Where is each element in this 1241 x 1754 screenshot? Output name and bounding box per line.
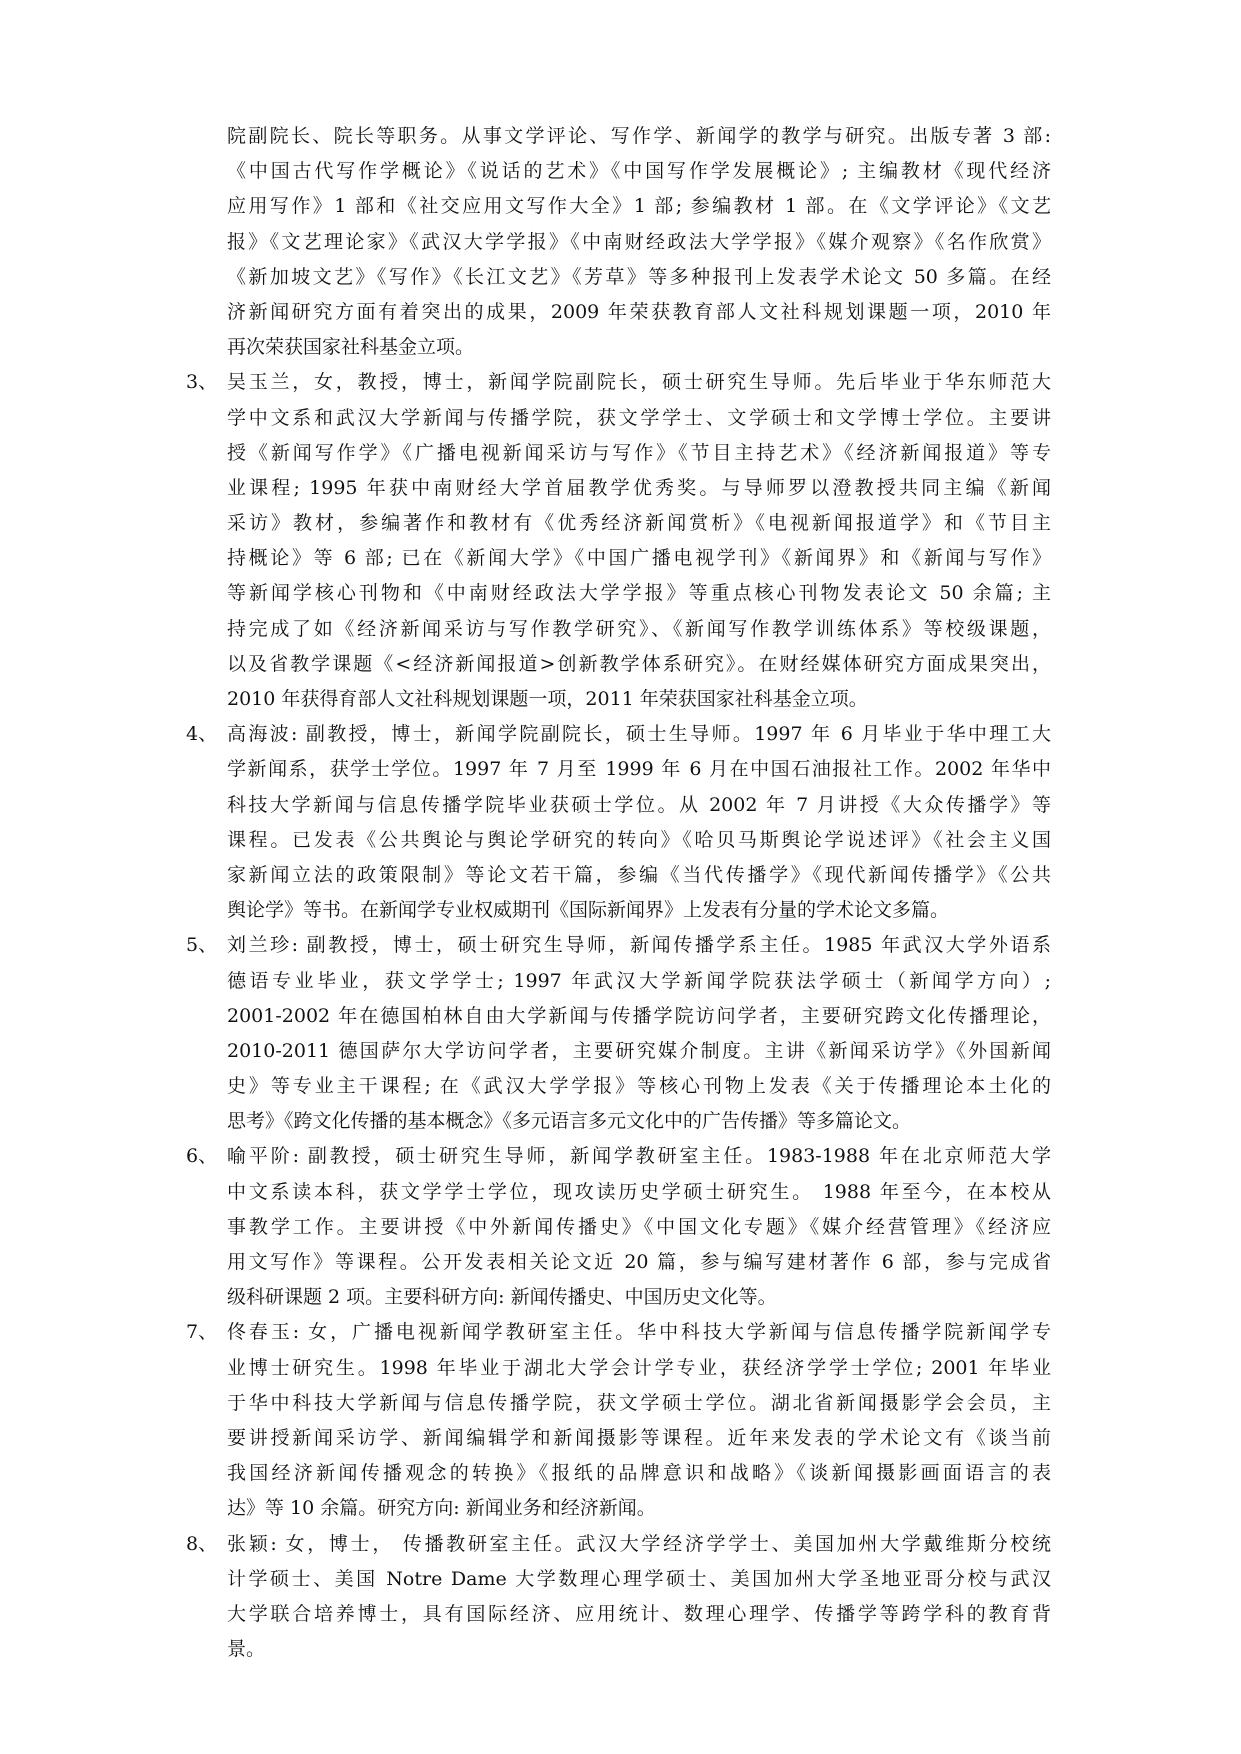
list-item — [186, 717, 1051, 928]
text-line: 应用写作》1 部和《社交应用文写作大全》1 部; 参编教材 1 部。在《文学评论》《文艺 — [227, 195, 1051, 218]
text-line: 院副院长、院长等职务。从事文学评论、写作学、新闻学的教学与研究。出版专著 3 部: — [227, 125, 1051, 147]
document-body — [186, 119, 1051, 1667]
text-line: 持完成了如《经济新闻采访与写作教学研究》、《新闻写作教学训练体系》等校级课题， — [227, 617, 1051, 640]
text-line: 事教学工作。主要讲授《中外新闻传播史》《中国文化专题》《媒介经营管理》《经济应 — [227, 1215, 1051, 1238]
text-line: 高海波: 副教授，博士，新闻学院副院长，硕士生导师。1997 年 6 月毕业于华中理工大 — [227, 723, 1051, 746]
text-line: 授《新闻写作学》《广播电视新闻采访与写作》《节目主持艺术》《经济新闻报道》等专 — [227, 441, 1051, 464]
text-line: 德语专业毕业，获文学学士; 1997 年武汉大学新闻学院获法学硕士（新闻学方向）; — [227, 969, 1051, 992]
text-line: 科技大学新闻与信息传播学院毕业获硕士学位。从 2002 年 7 月讲授《大众传播学》等 — [227, 793, 1051, 816]
list-item — [186, 1527, 1051, 1668]
list-item — [186, 365, 1051, 717]
text-line: 刘兰珍: 副教授，博士，硕士研究生导师，新闻传播学系主任。1985 年武汉大学外语系 — [227, 934, 1051, 957]
text-line: 业博士研究生。1998 年毕业于湖北大学会计学专业，获经济学学士学位; 2001 年毕业 — [227, 1356, 1051, 1379]
text-line: 2010 年获得育部人文社科规划课题一项，2011 年荣获国家社科基金立项。 — [227, 688, 868, 710]
text-line: 思考》《跨文化传播的基本概念》《多元语言多元文化中的广告传播》等多篇论文。 — [227, 1110, 912, 1133]
text-line: 要讲授新闻采访学、新闻编辑学和新闻摄影等课程。近年来发表的学术论文有《谈当前 — [227, 1426, 1051, 1449]
text-line: 学新闻系，获学士学位。1997 年 7 月至 1999 年 6 月在中国石油报社工作。2002 年华中 — [227, 758, 1051, 781]
text-line: 学中文系和武汉大学新闻与传播学院，获文学学士、文学硕士和文学博士学位。主要讲 — [227, 406, 1051, 429]
text-line: 报》《文艺理论家》《武汉大学学报》《中南财经政法大学学报》《媒介观察》《名作欣赏》 — [227, 230, 1051, 253]
list-item — [186, 1315, 1051, 1526]
text-line: 我国经济新闻传播观念的转换》《报纸的品牌意识和战略》《谈新闻摄影画面语言的表 — [227, 1462, 1051, 1485]
list-item — [186, 119, 1051, 365]
list-number: 8、 — [186, 1532, 218, 1555]
text-line: 等新闻学核心刊物和《中南财经政法大学学报》等重点核心刊物发表论文 50 余篇; 主 — [227, 582, 1051, 605]
text-line: 吴玉兰，女，教授，博士，新闻学院副院长，硕士研究生导师。先后毕业于华东师范大 — [227, 371, 1051, 394]
list-item — [186, 928, 1051, 1139]
list-number: 5、 — [186, 934, 218, 957]
text-line: 史》等专业主干课程; 在《武汉大学学报》等核心刊物上发表《关于传播理论本土化的 — [227, 1075, 1051, 1098]
text-line: 2001-2002 年在德国柏林自由大学新闻与传播学院访问学者，主要研究跨文化传播理论， — [227, 1004, 1051, 1027]
text-line: 中文系读本科，获文学学士学位，现攻读历史学硕士研究生。 1988 年至今，在本校从 — [227, 1180, 1051, 1203]
list-number: 4、 — [186, 723, 218, 746]
text-line: 达》等 10 余篇。研究方向: 新闻业务和经济新闻。 — [227, 1497, 656, 1520]
text-line: 再次荣获国家社科基金立项。 — [227, 336, 475, 359]
text-line: 景。 — [227, 1638, 266, 1661]
text-line: 《中国古代写作学概论》《说话的艺术》《中国写作学发展概论》; 主编教材《现代经济 — [227, 160, 1051, 183]
text-line: 济新闻研究方面有着突出的成果，2009 年荣获教育部人文社科规划课题一项，2010 年 — [227, 300, 1051, 323]
text-line: 张颖: 女，博士， 传播教研室主任。武汉大学经济学学士、美国加州大学戴维斯分校统 — [227, 1532, 1051, 1555]
list-number: 7、 — [186, 1321, 218, 1344]
list-number: 3、 — [186, 371, 218, 394]
list-number: 6、 — [186, 1145, 218, 1168]
list-item — [186, 1139, 1051, 1315]
text-line: 2010-2011 德国萨尔大学访问学者，主要研究媒介制度。主讲《新闻采访学》《外国新闻 — [227, 1039, 1051, 1062]
text-line: 于华中科技大学新闻与信息传播学院，获文学硕士学位。湖北省新闻摄影学会会员，主 — [227, 1391, 1051, 1414]
text-line: 采访》教材，参编著作和教材有《优秀经济新闻赏析》《电视新闻报道学》和《节目主 — [227, 512, 1051, 535]
text-line: 家新闻立法的政策限制》等论文若干篇，参编《当代传播学》《现代新闻传播学》《公共 — [227, 863, 1051, 886]
text-line: 舆论学》等书。在新闻学专业权威期刊《国际新闻界》上发表有分量的学术论文多篇。 — [227, 899, 950, 922]
text-line: 课程。已发表《公共舆论与舆论学研究的转向》《哈贝马斯舆论学说述评》《社会主义国 — [227, 828, 1051, 851]
text-line: 佟春玉: 女，广播电视新闻学教研室主任。华中科技大学新闻与信息传播学院新闻学专 — [227, 1321, 1051, 1344]
text-line: 以及省教学课题《<经济新闻报道>创新教学体系研究》。在财经媒体研究方面成果突出， — [227, 652, 1051, 675]
text-line: 用文写作》等课程。公开发表相关论文近 20 篇，参与编写建材著作 6 部，参与完成省 — [227, 1251, 1051, 1273]
text-line: 级科研课题 2 项。主要科研方向: 新闻传播史、中国历史文化等。 — [227, 1286, 777, 1309]
text-line: 喻平阶: 副教授，硕士研究生导师，新闻学教研室主任。1983-1988 年在北京师范大学 — [227, 1145, 1051, 1168]
text-line: 计学硕士、美国 Notre Dame 大学数理心理学硕士、美国加州大学圣地亚哥分校与武汉 — [227, 1567, 1051, 1590]
text-line: 业课程; 1995 年获中南财经大学首届教学优秀奖。与导师罗以澄教授共同主编《新闻 — [227, 476, 1051, 499]
text-line: 大学联合培养博士，具有国际经济、应用统计、数理心理学、传播学等跨学科的教育背 — [227, 1602, 1051, 1625]
text-line: 持概论》等 6 部; 已在《新闻大学》《中国广播电视学刊》《新闻界》和《新闻与写作》 — [227, 547, 1051, 570]
text-line: 《新加坡文艺》《写作》《长江文艺》《芳草》等多种报刊上发表学术论文 50 多篇。在经 — [227, 265, 1051, 288]
